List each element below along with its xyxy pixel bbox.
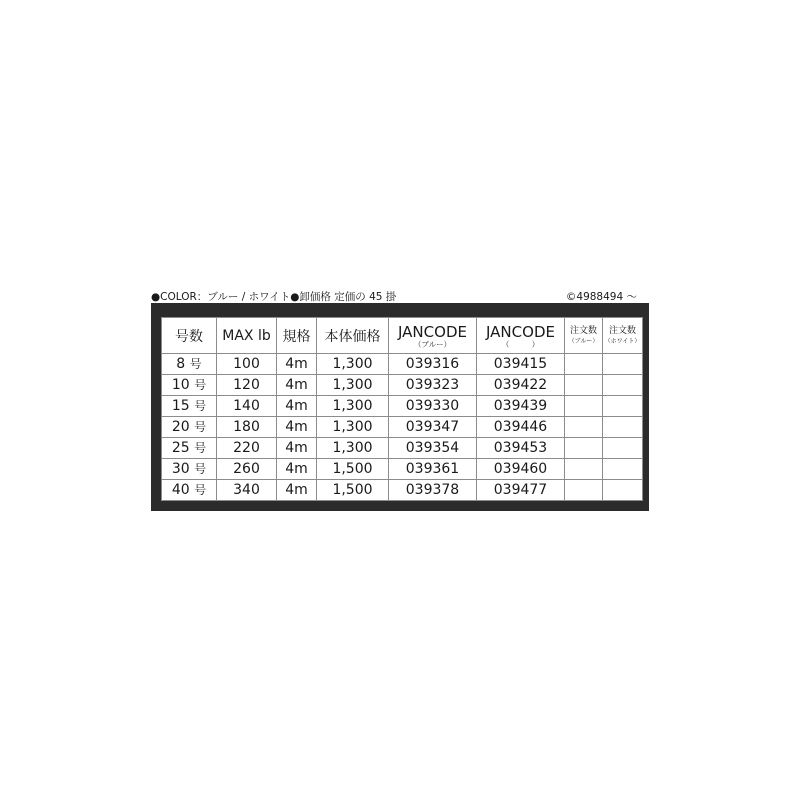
spec-cell: 4m — [277, 396, 317, 417]
order-white-cell[interactable] — [603, 375, 643, 396]
price-cell: 1,300 — [317, 396, 389, 417]
size-number: 25 — [171, 440, 190, 456]
spec-table — [161, 317, 643, 501]
size-number: 40 — [171, 482, 190, 498]
jancode-blue-cell: 039361 — [389, 459, 477, 480]
price-cell: 1,300 — [317, 354, 389, 375]
jancode-label: JANCODE — [486, 322, 555, 341]
order-label: 注文数 — [569, 325, 597, 336]
spec-table-frame — [151, 303, 649, 511]
max-lb-cell: 120 — [217, 375, 277, 396]
size-unit: 号 — [194, 483, 207, 497]
max-lb-cell: 100 — [217, 354, 277, 375]
jancode-white-cell: 039422 — [477, 375, 565, 396]
order-white-cell[interactable] — [603, 438, 643, 459]
order-blue-cell[interactable] — [565, 480, 603, 501]
jancode-white-cell: 039446 — [477, 417, 565, 438]
table-row — [162, 459, 643, 480]
header-max-lb: MAX lb — [217, 318, 277, 354]
size-number: 10 — [171, 377, 190, 393]
header-price: 本体価格 — [317, 318, 389, 354]
price-cell: 1,500 — [317, 480, 389, 501]
jancode-blue-cell: 039330 — [389, 396, 477, 417]
size-unit: 号 — [189, 357, 202, 371]
order-label: 注文数 — [608, 325, 636, 336]
jancode-white-cell: 039415 — [477, 354, 565, 375]
size-cell — [162, 438, 217, 459]
size-number: 15 — [171, 398, 190, 414]
order-white-cell[interactable] — [603, 480, 643, 501]
order-white-cell[interactable] — [603, 396, 643, 417]
table-row — [162, 396, 643, 417]
jancode-blue-cell: 039323 — [389, 375, 477, 396]
order-sub-label: （ブルー） — [568, 337, 599, 345]
jancode-sub-label: （ ） — [501, 339, 540, 349]
table-row — [162, 417, 643, 438]
size-cell — [162, 375, 217, 396]
header-order-white — [603, 318, 643, 354]
jancode-blue-cell: 039378 — [389, 480, 477, 501]
size-number: 20 — [171, 419, 190, 435]
jancode-white-cell: 039477 — [477, 480, 565, 501]
price-cell: 1,300 — [317, 438, 389, 459]
size-unit: 号 — [194, 420, 207, 434]
order-blue-cell[interactable] — [565, 396, 603, 417]
table-row — [162, 354, 643, 375]
jancode-label: JANCODE — [398, 322, 467, 341]
table-row — [162, 438, 643, 459]
size-cell — [162, 396, 217, 417]
jancode-blue-cell: 039354 — [389, 438, 477, 459]
max-lb-cell: 140 — [217, 396, 277, 417]
max-lb-cell: 340 — [217, 480, 277, 501]
spec-cell: 4m — [277, 417, 317, 438]
order-white-cell[interactable] — [603, 417, 643, 438]
jancode-blue-cell: 039316 — [389, 354, 477, 375]
jancode-white-cell: 039439 — [477, 396, 565, 417]
spec-cell: 4m — [277, 375, 317, 396]
jancode-white-cell: 039453 — [477, 438, 565, 459]
jancode-sub-label: （ブルー） — [413, 339, 452, 349]
size-number: 30 — [171, 461, 190, 477]
order-sub-label: （ホワイト） — [604, 337, 641, 345]
header-size: 号数 — [162, 318, 217, 354]
max-lb-cell: 260 — [217, 459, 277, 480]
header-jancode-blue — [389, 318, 477, 354]
header-jancode-white — [477, 318, 565, 354]
size-unit: 号 — [194, 378, 207, 392]
table-row — [162, 375, 643, 396]
max-lb-cell: 180 — [217, 417, 277, 438]
price-cell: 1,300 — [317, 417, 389, 438]
spec-cell: 4m — [277, 354, 317, 375]
order-blue-cell[interactable] — [565, 438, 603, 459]
spec-cell: 4m — [277, 459, 317, 480]
order-white-cell[interactable] — [603, 459, 643, 480]
jancode-white-cell: 039460 — [477, 459, 565, 480]
size-cell — [162, 459, 217, 480]
size-unit: 号 — [194, 399, 207, 413]
header-spec: 規格 — [277, 318, 317, 354]
size-number: 8 — [176, 356, 186, 372]
jancode-blue-cell: 039347 — [389, 417, 477, 438]
code-prefix: ©4988494 ～ — [565, 291, 637, 303]
size-unit: 号 — [194, 462, 207, 476]
header-order-blue — [565, 318, 603, 354]
color-price-note: ●COLOR：ブルー / ホワイト●卸価格 定価の 45 掛 — [151, 291, 397, 303]
order-blue-cell[interactable] — [565, 354, 603, 375]
order-blue-cell[interactable] — [565, 459, 603, 480]
price-cell: 1,500 — [317, 459, 389, 480]
header-row — [162, 318, 643, 354]
order-blue-cell[interactable] — [565, 417, 603, 438]
spec-cell: 4m — [277, 438, 317, 459]
price-cell: 1,300 — [317, 375, 389, 396]
size-cell — [162, 354, 217, 375]
max-lb-cell: 220 — [217, 438, 277, 459]
size-cell — [162, 417, 217, 438]
spec-cell: 4m — [277, 480, 317, 501]
order-blue-cell[interactable] — [565, 375, 603, 396]
table-row — [162, 480, 643, 501]
order-white-cell[interactable] — [603, 354, 643, 375]
size-unit: 号 — [194, 441, 207, 455]
size-cell — [162, 480, 217, 501]
